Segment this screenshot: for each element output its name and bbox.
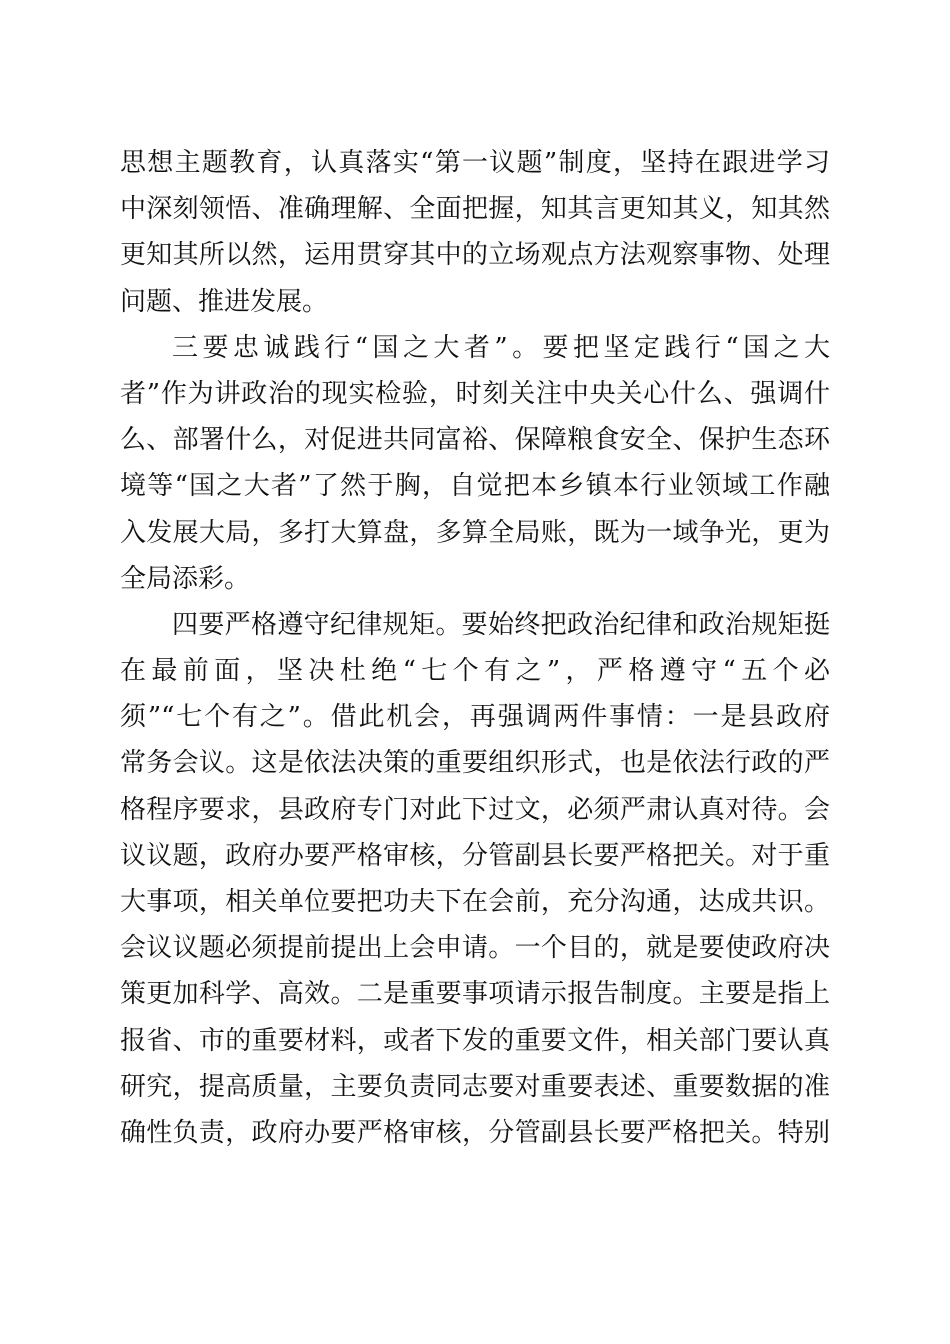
- text-line: 问题、推进发展。: [120, 286, 329, 317]
- text-line: 境等“国之大者”了然于胸，自觉把本乡镇本行业领域工作融: [120, 471, 830, 502]
- text-line: 中深刻领悟、准确理解、全面把握，知其言更知其义，知其然: [120, 194, 830, 225]
- text-line: 在最前面，坚决杜绝“七个有之”，严格遵守“五个必: [120, 656, 830, 687]
- text-line: 者”作为讲政治的现实检验，时刻关注中央关心什么、强调什: [120, 378, 830, 409]
- paragraph-start-line: 四要严格遵守纪律规矩。要始终把政治纪律和政治规矩挺: [172, 609, 830, 640]
- text-line: 议议题，政府办要严格审核，分管副县长要严格把关。对于重: [120, 840, 830, 871]
- text-line: 确性负责，政府办要严格审核，分管副县长要严格把关。特别: [120, 1117, 830, 1148]
- text-line: 么、部署什么，对促进共同富裕、保障粮食安全、保护生态环: [120, 425, 830, 456]
- document-body: [120, 140, 830, 1156]
- text-line: 常务会议。这是依法决策的重要组织形式，也是依法行政的严: [120, 748, 830, 779]
- text-line: 入发展大局，多打大算盘，多算全局账，既为一域争光，更为: [120, 517, 830, 548]
- text-line: 格程序要求，县政府专门对此下过文，必须严肃认真对待。会: [120, 794, 830, 825]
- text-line: 大事项，相关单位要把功夫下在会前，充分沟通，达成共识。: [120, 887, 830, 917]
- text-line: 全局添彩。: [120, 563, 251, 594]
- text-line: 报省、市的重要材料，或者下发的重要文件，相关部门要认真: [120, 1025, 830, 1056]
- text-line: 思想主题教育，认真落实“第一议题”制度，坚持在跟进学习: [120, 148, 830, 178]
- text-line: 研究，提高质量，主要负责同志要对重要表述、重要数据的准: [120, 1071, 830, 1102]
- paragraph-start-line: 三要忠诚践行“国之大者”。要把坚定践行“国之大: [172, 332, 830, 363]
- text-line: 策更加科学、高效。二是重要事项请示报告制度。主要是指上: [120, 979, 830, 1010]
- text-line: 更知其所以然，运用贯穿其中的立场观点方法观察事物、处理: [120, 240, 830, 271]
- text-line: 会议议题必须提前提出上会申请。一个目的，就是要使政府决: [120, 933, 830, 964]
- text-line: 须”“七个有之”。借此机会，再强调两件事情：一是县政府: [120, 702, 830, 733]
